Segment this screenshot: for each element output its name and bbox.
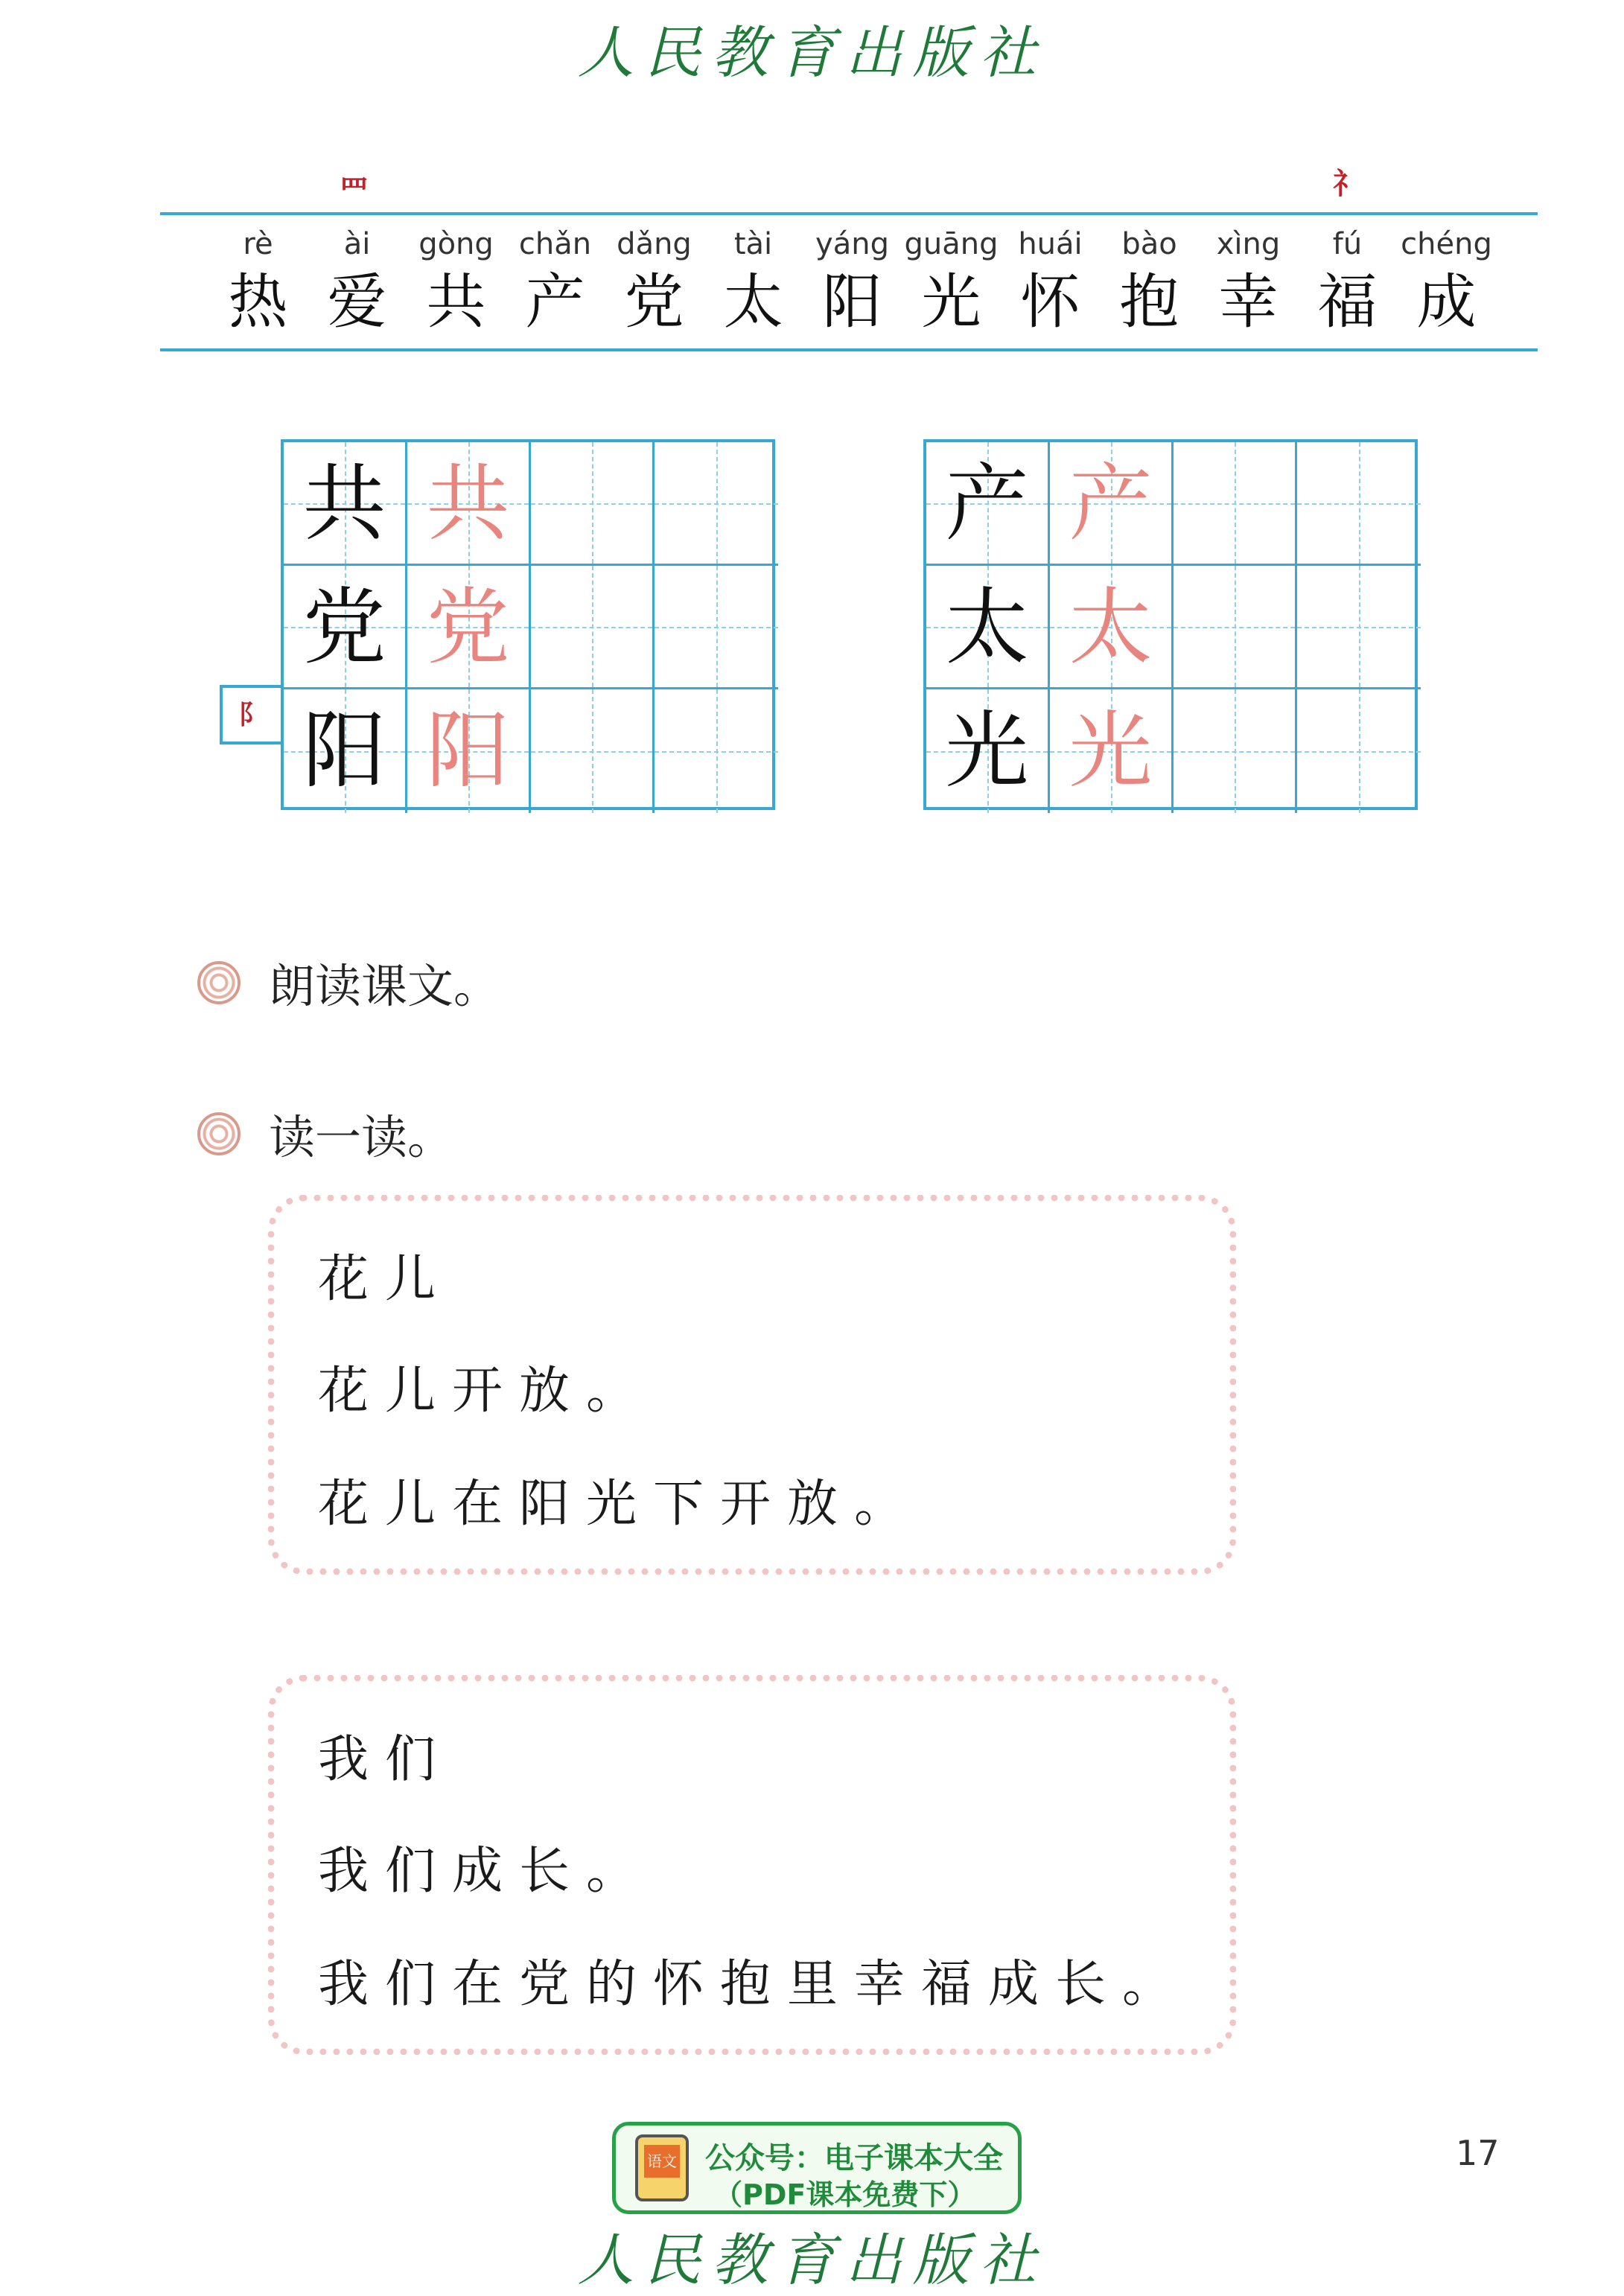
vocab-item <box>407 223 506 339</box>
reading-box-we <box>268 1675 1236 2055</box>
vocab-char: 爱 <box>327 267 387 337</box>
vocab-char: 怀 <box>1020 267 1080 337</box>
reading-line: 我们在党的怀抱里幸福成长。 <box>318 1955 1190 2014</box>
vocab-pinyin: bào <box>1121 227 1177 261</box>
grid-cell-empty[interactable] <box>1297 689 1421 813</box>
grid-cell-empty[interactable] <box>1297 566 1421 689</box>
vocab-item <box>506 223 605 339</box>
vocab-pinyin: huái <box>1018 227 1083 261</box>
publisher-header: 人民教育出版社 <box>577 19 1047 86</box>
grid-cell <box>284 566 407 689</box>
grid-cell <box>1050 566 1174 689</box>
vocab-char: 幸 <box>1218 267 1278 337</box>
vocab-char: 成 <box>1416 267 1477 337</box>
vocab-item <box>208 223 308 339</box>
vocab-item <box>1298 223 1397 339</box>
vocab-char: 共 <box>426 267 486 337</box>
model-char: 产 <box>945 456 1029 552</box>
badge-line2: （PDF课本免费下） <box>714 2178 976 2211</box>
trace-char: 光 <box>1069 703 1153 800</box>
vocab-item <box>308 223 407 339</box>
vocab-pinyin: ài <box>343 227 371 261</box>
grid-cell-empty[interactable] <box>655 566 778 689</box>
model-char: 阳 <box>302 703 386 800</box>
grid-cell <box>926 442 1050 566</box>
vocab-char: 太 <box>723 267 783 337</box>
model-char: 太 <box>945 579 1029 676</box>
task-read-aloud <box>197 1100 453 1167</box>
grid-cell <box>407 442 531 566</box>
vocab-char: 抱 <box>1119 267 1179 337</box>
grid-cell-empty[interactable] <box>1174 566 1297 689</box>
vocab-char: 福 <box>1317 267 1378 337</box>
grid-cell <box>407 689 531 813</box>
reading-line: 我们 <box>318 1730 453 1789</box>
grid-cell <box>1050 442 1174 566</box>
vocab-item <box>1001 223 1100 339</box>
task-label: 读一读。 <box>269 1110 454 1164</box>
grid-cell <box>926 566 1050 689</box>
task-read-text <box>197 949 500 1015</box>
vocab-char: 产 <box>525 267 585 337</box>
vocab-item <box>803 223 902 339</box>
reading-line: 花儿在阳光下开放。 <box>318 1475 922 1534</box>
writing-grid-left <box>281 439 775 810</box>
grid-cell <box>284 442 407 566</box>
vocab-pinyin: guāng <box>904 227 999 261</box>
reading-line: 我们成长。 <box>318 1842 654 1901</box>
reading-line: 花儿 <box>318 1250 453 1309</box>
vocab-item <box>704 223 803 339</box>
model-char: 共 <box>302 456 386 552</box>
model-char: 光 <box>945 703 1029 800</box>
grid-cell-empty[interactable] <box>531 689 655 813</box>
vocab-item <box>605 223 704 339</box>
vocab-pinyin: xìng <box>1216 227 1281 261</box>
textbook-icon <box>635 2134 689 2201</box>
spiral-bullet-icon <box>197 1112 241 1155</box>
vocab-char: 光 <box>921 267 981 337</box>
trace-char: 产 <box>1069 456 1153 552</box>
reading-box-flowers <box>268 1195 1236 1575</box>
grid-cell <box>284 689 407 813</box>
vocab-pinyin: gòng <box>418 227 494 261</box>
vocab-item <box>902 223 1001 339</box>
page-number: 17 <box>1456 2133 1500 2173</box>
vocab-char: 党 <box>624 267 684 337</box>
vocab-char: 阳 <box>822 267 882 337</box>
trace-char: 太 <box>1069 579 1153 676</box>
radical-tab: 阝 <box>220 685 281 744</box>
grid-cell <box>926 689 1050 813</box>
trace-char: 共 <box>426 456 510 552</box>
vocab-item <box>1397 223 1496 339</box>
writing-grid-right <box>923 439 1418 810</box>
grid-cell-empty[interactable] <box>655 442 778 566</box>
vocab-char: 热 <box>228 267 288 337</box>
grid-cell-empty[interactable] <box>1297 442 1421 566</box>
vocab-top-rule <box>160 212 1538 215</box>
vocab-item <box>1100 223 1199 339</box>
grid-cell-empty[interactable] <box>531 566 655 689</box>
wechat-badge <box>612 2122 1022 2214</box>
trace-char: 阳 <box>426 703 510 800</box>
grid-cell-empty[interactable] <box>1174 442 1297 566</box>
grid-cell <box>407 566 531 689</box>
radical-mark-re: 罒 <box>339 174 369 208</box>
badge-line1: 公众号：电子课本大全 <box>705 2141 1003 2175</box>
badge-icon-label: 语文 <box>644 2145 680 2178</box>
vocab-pinyin: rè <box>243 227 273 261</box>
reading-line: 花儿开放。 <box>318 1362 654 1420</box>
vocab-pinyin: yáng <box>815 227 889 261</box>
task-label: 朗读课文。 <box>269 959 500 1013</box>
vocab-pinyin: chéng <box>1401 227 1492 261</box>
spiral-bullet-icon <box>197 961 241 1004</box>
trace-char: 党 <box>426 579 510 676</box>
vocab-item <box>1199 223 1298 339</box>
vocab-pinyin: chǎn <box>518 227 592 261</box>
grid-cell <box>1050 689 1174 813</box>
vocab-pinyin: fú <box>1332 227 1363 261</box>
model-char: 党 <box>302 579 386 676</box>
grid-cell-empty[interactable] <box>1174 689 1297 813</box>
publisher-footer: 人民教育出版社 <box>577 2227 1047 2293</box>
vocab-row <box>208 223 1496 339</box>
vocab-pinyin: tài <box>733 227 773 261</box>
radical-mark-fu: 礻 <box>1333 167 1363 201</box>
grid-cell-empty[interactable] <box>531 442 655 566</box>
grid-cell-empty[interactable] <box>655 689 778 813</box>
vocab-bottom-rule <box>160 348 1538 351</box>
vocab-pinyin: dǎng <box>617 227 692 261</box>
